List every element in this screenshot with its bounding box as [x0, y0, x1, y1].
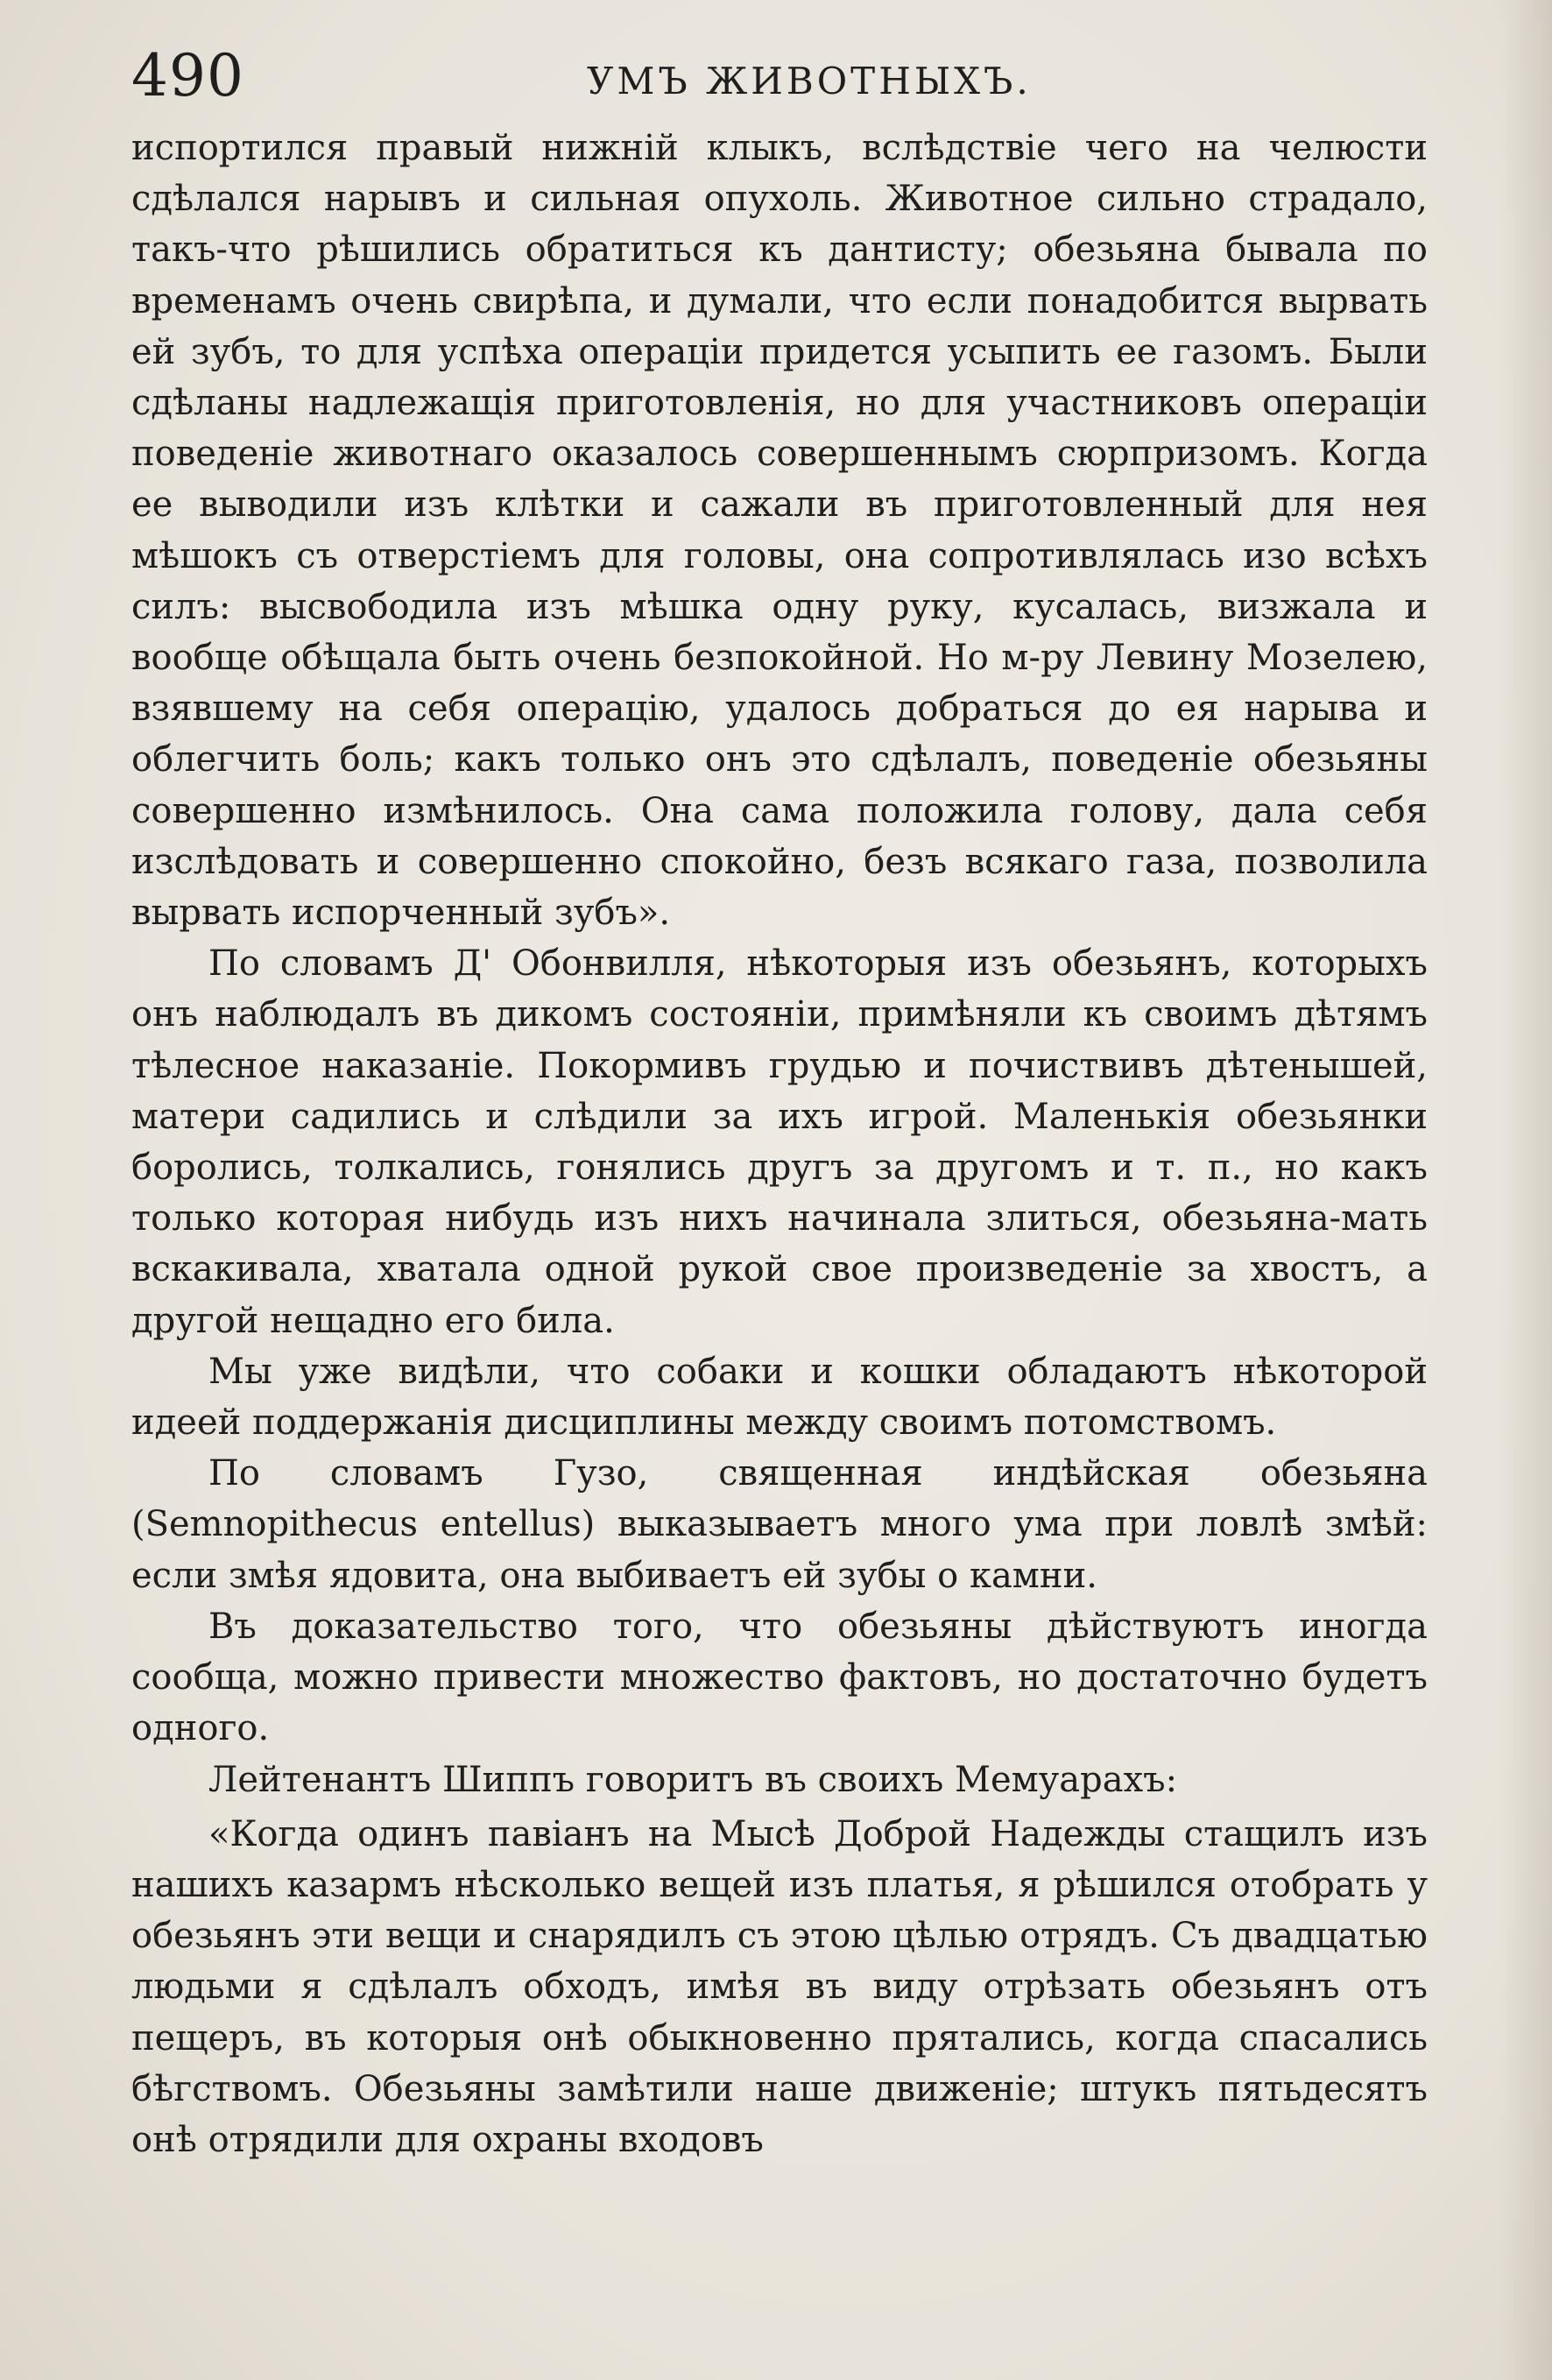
paragraph-dobonville: По словамъ Д' Обонвилля, нѣкоторыя изъ обезьянъ, которыхъ онъ наблюдалъ въ дикомъ состояніи, примѣняли къ своимъ дѣтямъ тѣлесное наказаніе. Покормивъ грудью и почиствивъ дѣтенышей, матери садились и слѣдили за ихъ игрой. Маленькія обезьянки боролись, толкались, гонялись другъ за другомъ и т. п., но какъ только которая нибудь изъ нихъ начинала злиться, обезьяна-мать вскакивала, хватала одной рукой свое произведеніе за хвостъ, а другой нещадно его била. — [131, 943, 1428, 1341]
paragraph-shipp-quote: «Когда одинъ павіанъ на Мысѣ Доброй Надежды стащилъ изъ нашихъ казармъ нѣсколько вещей изъ платья, я рѣшился отобрать у обезьянъ эти вещи и снарядилъ съ этою цѣлью отрядъ. Съ двадцатью людьми я сдѣлалъ обходъ, имѣя въ виду отрѣзать обезьянъ отъ пещеръ, въ которыя онѣ обыкновенно прятались, когда спасались бѣгствомъ. Обезьяны замѣтили наше движеніе; штукъ пятьдесятъ онѣ отрядили для охраны входовъ — [131, 1813, 1428, 2160]
running-title: УМЪ ЖИВОТНЫХЪ. — [587, 60, 1032, 102]
paragraph-guzo: По словамъ Гузо, священная индѣйская обезьяна (Semnopithecus entellus) выказываетъ много ума при ловлѣ змѣй: если змѣя ядовита, она выбиваетъ ей зубы о камни. — [131, 1453, 1428, 1596]
page-header — [131, 37, 1428, 116]
paragraph-discipline: Мы уже видѣли, что собаки и кошки обладаютъ нѣкоторой идеей поддержанія дисциплины между своимъ потомствомъ. — [131, 1351, 1428, 1444]
paragraph-cooperation: Въ доказательство того, что обезьяны дѣйствуютъ иногда сообща, можно привести множество фактовъ, но достаточно будетъ одного. — [131, 1606, 1428, 1749]
paragraph-shipp-intro: Лейтенантъ Шиппъ говоритъ въ своихъ Мемуарахъ: — [208, 1759, 1178, 1800]
body-text — [131, 123, 1428, 2278]
page-edge-shadow — [1499, 0, 1552, 2380]
page-number: 490 — [131, 42, 244, 109]
paragraph-continued: испортился правый нижній клыкъ, вслѣдствіе чего на челюсти сдѣлался нарывъ и сильная опухоль. Животное сильно страдало, такъ-что рѣшились обратиться къ дантисту; обезьяна бывала по временамъ очень свирѣпа, и думали, что если понадобится вырвать ей зубъ, то для успѣха операціи придется усыпить ее газомъ. Были сдѣланы надлежащія приготовленія, но для участниковъ операціи поведеніе животнаго оказалось совершеннымъ сюрпризомъ. Когда ее выводили изъ клѣтки и сажали въ приготовленный для нея мѣшокъ съ отверстіемъ для головы, она сопротивлялась изо всѣхъ силъ: высвободила изъ мѣшка одну руку, кусалась, визжала и вообще обѣщала быть очень безпокойной. Но м-ру Левину Мозелею, взявшему на себя операцію, удалось добраться до ея нарыва и облегчить боль; какъ только онъ это сдѣлалъ, поведеніе обезьяны совершенно измѣнилось. Она сама положила голову, дала себя изслѣдовать и совершенно спокойно, безъ всякаго газа, позволила вырвать испорченный зубъ». — [131, 128, 1428, 934]
